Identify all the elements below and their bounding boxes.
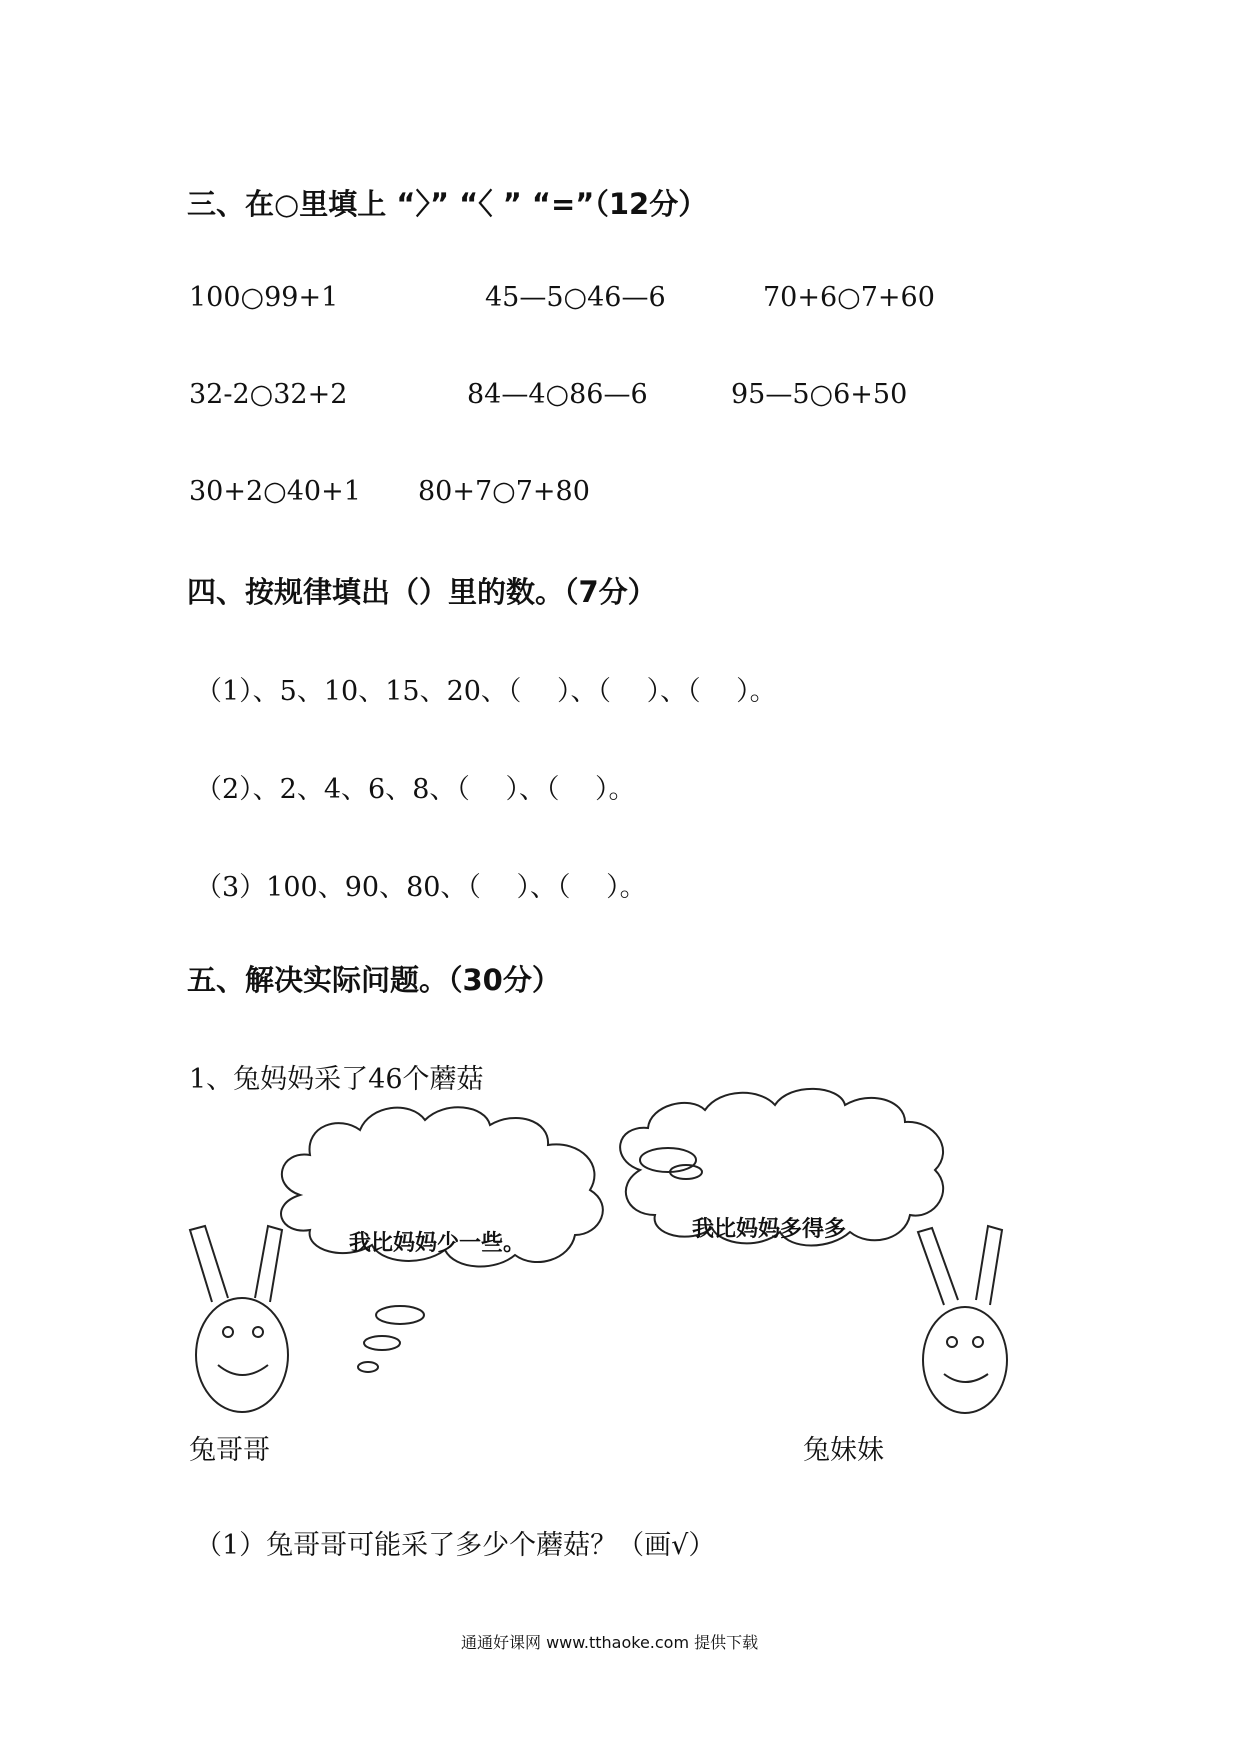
right-rabbit (918, 1226, 1007, 1413)
label-rabbit-brother: 兔哥哥 (189, 1435, 270, 1466)
compare-item: 30+2○40+1 (189, 476, 361, 507)
section5-title: 五、解决实际问题。（30分） (187, 963, 561, 997)
compare-item: 32-2○32+2 (189, 379, 348, 410)
rabbit-ear (976, 1226, 1002, 1305)
rabbit-eye (223, 1327, 233, 1337)
rabbit-face (196, 1298, 288, 1412)
compare-item: 95—5○6+50 (731, 379, 908, 410)
rabbit-eye (947, 1337, 957, 1347)
problem-1-text: 1、兔妈妈采了46个蘑菇 (189, 1064, 484, 1095)
thought-bubble-small (358, 1362, 378, 1372)
rabbit-smile (944, 1374, 988, 1382)
rabbit-eye (253, 1327, 263, 1337)
label-rabbit-sister: 兔妹妹 (803, 1435, 884, 1466)
section4-title: 四、按规律填出（）里的数。（7分） (187, 575, 657, 609)
rabbit-ear (918, 1228, 958, 1305)
sequence-item: （1）、5、10、15、20、（ ）、（ ）、（ ）。 (195, 676, 777, 707)
compare-item: 70+6○7+60 (763, 282, 935, 313)
compare-item: 80+7○7+80 (418, 476, 590, 507)
question-1-text: （1）兔哥哥可能采了多少个蘑菇？（画√） (195, 1530, 716, 1561)
left-rabbit (190, 1226, 288, 1412)
rabbit-smile (218, 1365, 268, 1375)
compare-item: 45—5○46—6 (485, 282, 666, 313)
thought-bubble-small (640, 1148, 696, 1172)
thought-bubble-small (376, 1306, 424, 1324)
right-bubble-text: 我比妈妈多得多 (692, 1217, 847, 1242)
compare-item: 84—4○86—6 (467, 379, 648, 410)
sequence-item: （2）、2、4、6、8、（ ）、（ ）。 (195, 774, 636, 805)
left-bubble-text: 我比妈妈少一些。 (349, 1231, 526, 1256)
compare-item: 100○99+1 (189, 282, 339, 313)
thought-bubble-small (364, 1336, 400, 1350)
rabbit-ear (255, 1226, 282, 1302)
rabbit-face (923, 1307, 1007, 1413)
section3-title: 三、在○里填上 “〉” “〈 ” “=”（12分） (187, 187, 708, 221)
rabbit-eye (973, 1337, 983, 1347)
sequence-item: （3）100、90、80、（ ）、（ ）。 (195, 872, 647, 903)
footer-text: 通通好课网 www.tthaoke.com 提供下载 (461, 1633, 759, 1652)
rabbit-ear (190, 1226, 228, 1302)
